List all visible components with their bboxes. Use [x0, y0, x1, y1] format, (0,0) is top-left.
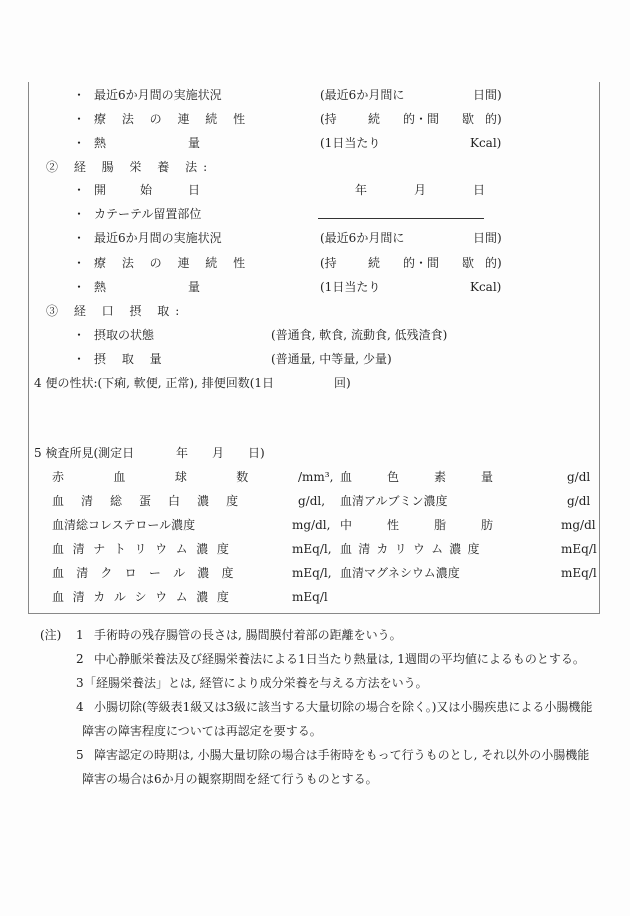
recent-6m-prefix: (最近6か月間に	[320, 231, 405, 245]
recent-6m-prefix: (最近6か月間に	[320, 88, 405, 102]
bullet: ・	[73, 231, 86, 245]
intake-state-value: (普通食, 軟食, 流動食, 低残渣食)	[271, 328, 448, 342]
enteral-heading: ② 経 腸 栄 養 法:	[46, 160, 214, 174]
lab-day: 日)	[248, 446, 265, 460]
catheter-input-line[interactable]	[318, 218, 484, 219]
continuity-value-4: 的)	[485, 112, 502, 126]
lab-row-1-left-label: 血 清 総 蛋 白 濃 度	[52, 494, 245, 508]
note-5-cont: 障害の場合は6か月の観察期間を経て行うものとする。	[82, 772, 378, 786]
calorie-prefix: (1日当たり	[320, 280, 381, 294]
calorie-suffix: Kcal)	[470, 280, 502, 294]
lab-row-2-left-unit: mg/dl,	[292, 518, 331, 532]
notes-prefix: (注)	[40, 628, 62, 642]
lab-month: 月	[212, 446, 225, 460]
lab-heading: 5 検査所見(測定日	[34, 446, 135, 460]
continuity-label: 療 法 の 連 続 性	[94, 112, 252, 126]
note-5-text: 障害認定の時期は, 小腸大量切除の場合は手術時をもって行うものとし, それ以外の小腸機能	[94, 748, 590, 762]
note-3-text: 「経腸栄養法」とは, 経管により成分栄養を与える方法をいう。	[84, 676, 428, 690]
lab-row-2-right-label: 中 性 脂 肪	[340, 518, 509, 532]
lab-row-3-right-unit: mEq/l	[561, 542, 597, 556]
recent-6m-suffix: 日間)	[473, 231, 502, 245]
oral-heading: ③ 経 口 摂 取:	[46, 304, 186, 318]
stool-text: 4 便の性状:(下痢, 軟便, 正常), 排便回数(1日	[34, 376, 275, 390]
start-label-1: 始	[140, 183, 153, 197]
start-day: 日	[473, 183, 486, 197]
note-2-text: 中心静脈栄養法及び経腸栄養法による1日当たり熱量は, 1週間の平均値によるものとする。	[94, 652, 585, 666]
intake-state-label: 摂取の状態	[94, 328, 155, 342]
lab-row-5-left-unit: mEq/l	[292, 590, 328, 604]
lab-row-4-left-label: 血 清 ク ロ ー ル 濃 度	[52, 566, 238, 580]
lab-row-1-right-unit: g/dl	[567, 494, 591, 508]
note-1-num: 1	[76, 628, 84, 642]
bullet: ・	[73, 88, 86, 102]
lab-row-4-right-label: 血清マグネシウム濃度	[340, 566, 460, 580]
calorie-label-b: 量	[188, 136, 201, 150]
lab-row-5-left-label: 血 清 カ ル シ ウ ム 濃 度	[52, 590, 232, 604]
lab-row-0-left-unit: /mm³,	[298, 470, 334, 484]
continuity-value-2: 的・間	[403, 112, 440, 126]
lab-row-2-left-label: 血清総コレステロール濃度	[52, 518, 196, 532]
continuity-value-0: (持	[320, 256, 337, 270]
note-4-cont: 障害の障害程度については再認定を要する。	[82, 724, 322, 738]
catheter-label: カテーテル留置部位	[94, 207, 202, 221]
stool-suffix: 回)	[334, 376, 351, 390]
recent-6m-suffix: 日間)	[473, 88, 502, 102]
start-label-0: 開	[94, 183, 107, 197]
continuity-label: 療 法 の 連 続 性	[94, 256, 252, 270]
continuity-value-0: (持	[320, 112, 337, 126]
calorie-prefix: (1日当たり	[320, 136, 381, 150]
bullet: ・	[73, 352, 86, 366]
note-3-num: 3	[76, 676, 84, 690]
lab-row-3-left-label: 血 清 ナ ト リ ウ ム 濃 度	[52, 542, 232, 556]
lab-row-3-right-label: 血 清 カ リ ウ ム 濃 度	[340, 542, 481, 556]
lab-row-4-right-unit: mEq/l	[561, 566, 597, 580]
bullet: ・	[73, 112, 86, 126]
recent-6m-label: 最近6か月間の実施状況	[94, 231, 222, 245]
intake-amount-value: (普通量, 中等量, 少量)	[271, 352, 392, 366]
recent-6m-label: 最近6か月間の実施状況	[94, 88, 222, 102]
continuity-value-3: 歇	[462, 256, 475, 270]
calorie-label-a: 熱	[94, 136, 107, 150]
bullet: ・	[73, 328, 86, 342]
continuity-value-2: 的・間	[403, 256, 440, 270]
calorie-label-a: 熱	[94, 280, 107, 294]
note-2-num: 2	[76, 652, 84, 666]
note-4-text: 小腸切除(等級表1級又は3級に該当する大量切除の場合を除く。)又は小腸疾患による小腸機能	[94, 700, 593, 714]
continuity-value-4: 的)	[485, 256, 502, 270]
note-4-num: 4	[76, 700, 84, 714]
continuity-value-3: 歇	[462, 112, 475, 126]
bullet: ・	[73, 183, 86, 197]
bullet: ・	[73, 207, 86, 221]
continuity-value-1: 続	[368, 112, 381, 126]
note-1-text: 手術時の残存腸管の長さは, 腸間膜付着部の距離をいう。	[94, 628, 402, 642]
bullet: ・	[73, 280, 86, 294]
lab-row-0-right-unit: g/dl	[567, 470, 591, 484]
bullet: ・	[73, 136, 86, 150]
note-5-num: 5	[76, 748, 84, 762]
lab-row-3-left-unit: mEq/l,	[292, 542, 332, 556]
lab-row-0-left-label: 赤 血 球 数	[52, 470, 272, 484]
lab-row-0-right-label: 血 色 素 量	[340, 470, 509, 484]
start-label-2: 日	[188, 183, 201, 197]
lab-row-2-right-unit: mg/dl	[561, 518, 596, 532]
calorie-label-b: 量	[188, 280, 201, 294]
lab-row-4-left-unit: mEq/l,	[292, 566, 332, 580]
lab-row-1-right-label: 血清アルブミン濃度	[340, 494, 448, 508]
continuity-value-1: 続	[368, 256, 381, 270]
calorie-suffix: Kcal)	[470, 136, 502, 150]
intake-amount-label: 摂 取 量	[94, 352, 168, 366]
bullet: ・	[73, 256, 86, 270]
start-month: 月	[414, 183, 427, 197]
lab-row-1-left-unit: g/dl,	[298, 494, 326, 508]
lab-year: 年	[176, 446, 189, 460]
start-year: 年	[355, 183, 368, 197]
